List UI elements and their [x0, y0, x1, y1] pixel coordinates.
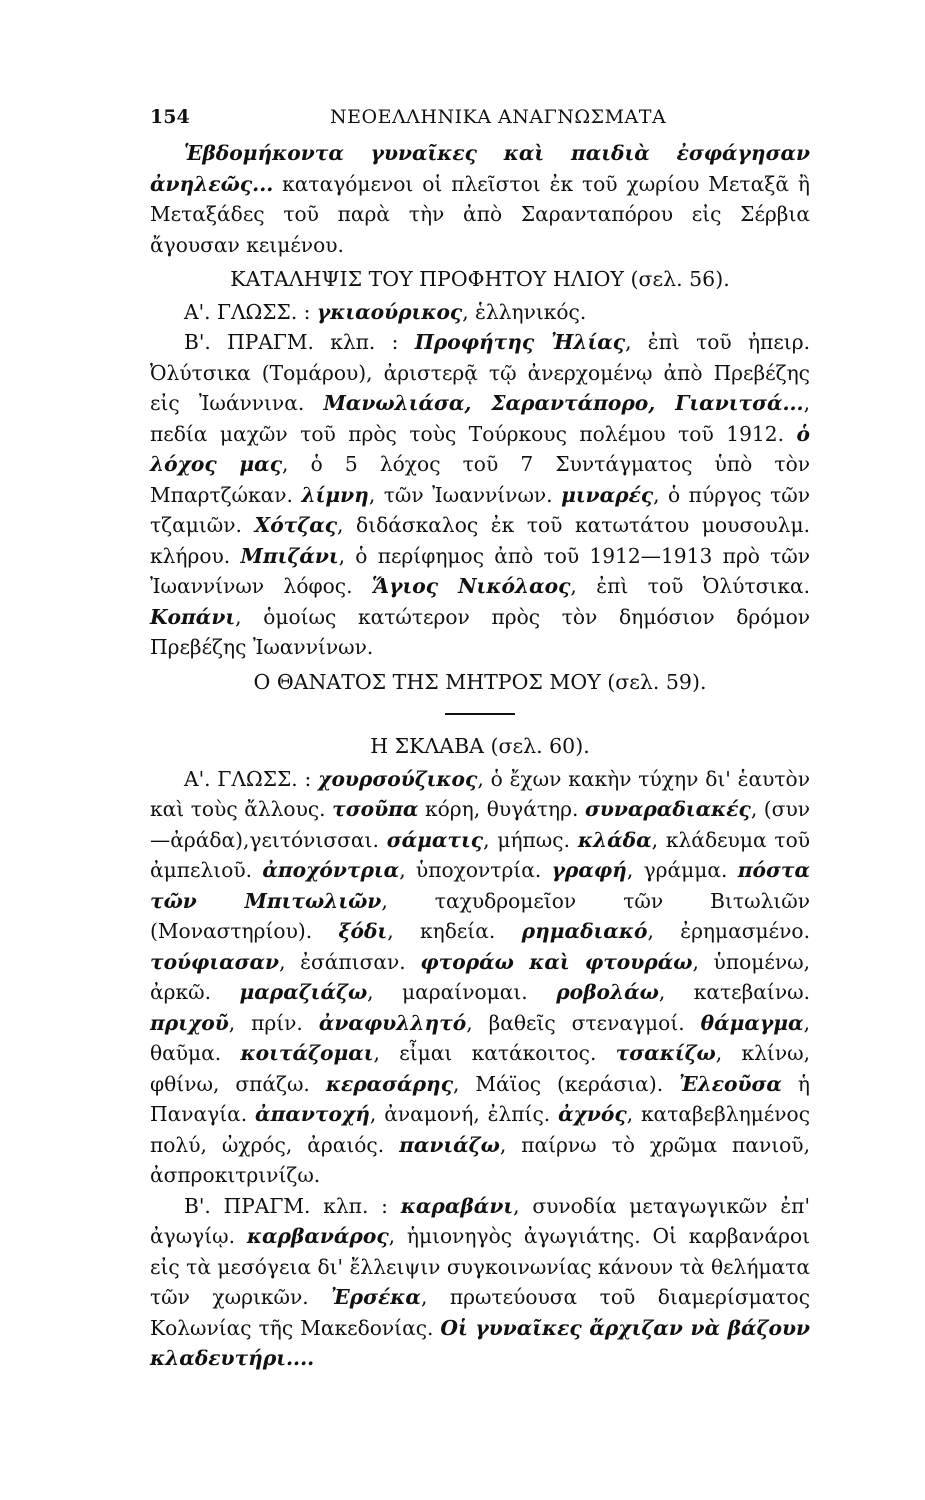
page-header: [150, 98, 810, 138]
glossary-term: φτοράω καὶ φτουράω: [420, 949, 693, 974]
glossary-term: τσοῦπα: [332, 797, 419, 821]
fact-quote: Οἱ γυναῖκες ἄρχιζαν νὰ βάζουν κλαδευτήρι....: [150, 1315, 810, 1370]
glossary-definition: , Μάϊος (κεράσια).: [453, 1071, 680, 1096]
fact-term: καραβάνι: [400, 1193, 514, 1218]
glossary-definition: , κλάδευμα τοῦ ἀμπελιοῦ.: [150, 827, 811, 882]
glossary-definition: , παίρνω τὸ χρῶμα πανιοῦ, ἀσπροκιτρινίζω.: [150, 1132, 810, 1187]
fact-definition: , ἐπὶ τοῦ Ὀλύτσικα.: [570, 574, 810, 598]
fact-term: μιναρές: [561, 482, 654, 507]
fact-term: ὁ λόχος μας: [150, 421, 810, 476]
section-divider: [445, 713, 515, 715]
glossary-definition: , ταχυδρομεῖον τῶν Βιτωλιῶν (Μοναστηρίου).: [150, 888, 811, 943]
fact-definition: , ἐπὶ τοῦ ἠπειρ. Ὀλύτσικα (Τομάρου), ἀριστερᾷ τῷ ἀνερχομένῳ ἀπὸ Πρεβέζης εἰς Ἰωάννινα.: [150, 330, 810, 415]
glossary-definition: , βαθεῖς στεναγμοί.: [466, 1010, 701, 1035]
fact-definition: , ὁμοίως κατώτερον πρὸς τὸν δημόσιον δρόμον Πρεβέζης Ἰωαννίνων.: [150, 604, 810, 659]
fact-term: Μανωλιάσα, Σαραντάπορο, Γιανιτσά...: [323, 391, 804, 415]
glossary-definition: , μαραίνομαι.: [367, 980, 557, 1004]
running-title: ΝΕΟΕΛΛΗΝΙΚΑ ΑΝΑΓΝΩΣΜΑΤΑ: [330, 106, 667, 128]
glossary-definition: , ἐρημασμένο.: [647, 919, 810, 943]
fact-definition: , ὁ πύργος τῶν τζαμιῶν.: [150, 482, 810, 537]
glossary-definition: , καταβεβλημένος πολύ, ὠχρός, ἀραιός.: [150, 1102, 810, 1157]
facts-paragraph-2: [150, 1191, 810, 1374]
glossary-paragraph-2: [150, 764, 810, 1191]
glossary-term: κλάδα: [577, 827, 652, 852]
glossary-definition: , ὑπομένω, ἀρκῶ.: [150, 949, 810, 1004]
glossary-term: πριχοῦ: [150, 1010, 229, 1035]
glossary-definition: , ἀναμονή, ἐλπίς.: [369, 1102, 559, 1126]
fact-term: Ἐρσέκα: [331, 1285, 421, 1309]
glossary-label: Α'. ΓΛΩΣΣ. :: [184, 299, 317, 324]
fact-term: Χότζας: [254, 513, 338, 537]
glossary-definition: , μήπως.: [483, 827, 578, 852]
glossary-term: σάματις: [386, 827, 484, 852]
glossary-definition: , ὑποχοντρία.: [399, 858, 552, 882]
glossary-term: ξόδι: [338, 919, 388, 943]
glossary-definition: , εἶμαι κατάκοιτος.: [373, 1041, 616, 1065]
fact-definition: , συνοδία μεταγωγικῶν ἐπ' ἀγωγίῳ.: [150, 1193, 810, 1248]
glossary-definition: , γράμμα.: [626, 858, 738, 882]
glossary-definition: , πρίν.: [228, 1010, 319, 1035]
glossary-definition: κόρη, θυγάτηρ.: [418, 797, 585, 821]
glossary-term: Ἐλεοῦσα: [679, 1071, 782, 1096]
glossary-term: θάμαγμα: [700, 1010, 804, 1035]
glossary-term: γκιαούρικος: [316, 299, 463, 324]
section-title-prophet-elias: ΚΑΤΑΛΗΨΙΣ ΤΟΥ ΠΡΟΦΗΤΟΥ ΗΛΙΟΥ (σελ. 56).: [230, 267, 730, 291]
fact-term: Κοπάνι: [150, 604, 236, 629]
fact-term: Ἅγιος Νικόλαος: [372, 574, 571, 598]
fact-definition: , πεδία μαχῶν τοῦ πρὸς τοὺς Τούρκους πολέμου τοῦ 1912.: [150, 391, 810, 446]
glossary-definition: , ἐσάπισαν.: [279, 949, 421, 974]
fact-term: λίμνη: [301, 482, 369, 507]
glossary-label: Α'. ΓΛΩΣΣ. :: [184, 766, 319, 791]
glossary-definition: , κλίνω, φθίνω, σπάζω.: [150, 1041, 810, 1096]
fact-definition: , ὁ 5 λόχος τοῦ 7 Συντάγματος ὑπὸ τὸν Μπαρτζώκαν.: [150, 452, 810, 507]
fact-term: Προφήτης Ἠλίας: [414, 330, 626, 354]
glossary-term: τούφιασαν: [150, 949, 280, 974]
fact-definition: , πρωτεύουσα τοῦ διαμερίσματος Κολωνίας τῆς Μακεδονίας.: [150, 1285, 811, 1340]
page-number: 154: [150, 106, 190, 128]
glossary-definition: , κατεβαίνω.: [658, 980, 810, 1004]
fact-definition: , ὁ περίφημος ἀπὸ τοῦ 1912—1913 πρὸ τῶν Ἰωαννίνων λόφος.: [150, 543, 810, 598]
glossary-term: χουρσούζικος: [318, 766, 478, 791]
glossary-term: ἀποχόντρια: [262, 858, 400, 882]
glossary-definition: , θαῦμα.: [150, 1010, 810, 1065]
section-title-mother-death: Ο ΘΑΝΑΤΟΣ ΤΗΣ ΜΗΤΡΟΣ ΜΟΥ (σελ. 59).: [253, 669, 707, 694]
glossary-term: μαραζιάζω: [239, 980, 368, 1004]
glossary-term: ρημαδιακό: [521, 919, 648, 943]
glossary-paragraph-1: [150, 297, 810, 328]
facts-paragraph-1: [150, 327, 810, 663]
glossary-definition: , ἑλληνικός.: [462, 299, 587, 324]
glossary-term: γραφή: [551, 858, 627, 882]
facts-label: Β'. ΠΡΑΓΜ. κλπ. :: [184, 1193, 401, 1218]
glossary-term: τσακίζω: [615, 1041, 716, 1065]
intro-paragraph: [150, 138, 810, 260]
glossary-term: ἀναφυλλητό: [318, 1010, 467, 1035]
glossary-term: κερασάρης: [325, 1071, 453, 1096]
glossary-definition: , ὁ ἔχων κακὴν τύχην δι' ἑαυτὸν καὶ τοὺς ἄλλους.: [150, 766, 810, 821]
intro-text: καταγόμενοι οἱ πλεῖστοι ἐκ τοῦ χωρίου Μεταξᾶ ἢ Μεταξάδες τοῦ παρὰ τὴν ἀπὸ Σαρανταπόρου εἰς Σέρβια ἄγουσαν κειμένου.: [150, 171, 810, 257]
glossary-definition: ἡ Παναγία.: [150, 1071, 811, 1126]
fact-definition: , διδάσκαλος ἐκ τοῦ κατωτάτου μουσουλμ. κλήρου.: [150, 513, 810, 568]
glossary-term: πανιάζω: [399, 1132, 500, 1157]
fact-definition: , τῶν Ἰωαννίνων.: [368, 482, 562, 507]
glossary-term: συναραδιακές: [584, 797, 751, 821]
glossary-term: κοιτάζομαι: [240, 1041, 374, 1065]
book-page: [150, 98, 810, 1374]
intro-quote: Ἑβδομήκοντα γυναῖκες καὶ παιδιὰ ἐσφάγησαν ἀνηλεῶς...: [150, 141, 810, 196]
glossary-term: ἀχνός: [558, 1102, 627, 1126]
fact-term: καρβανάρος: [246, 1224, 389, 1248]
glossary-definition: , κηδεία.: [387, 919, 522, 943]
section-title-sklava: Η ΣΚΛΑΒΑ (σελ. 60).: [370, 734, 590, 758]
fact-term: Μπιζάνι: [240, 543, 339, 568]
glossary-term: ἀπαντοχή: [255, 1102, 370, 1126]
glossary-term: ροβολάω: [556, 980, 659, 1004]
glossary-definition: , (συν—ἀράδα),γειτόνισσαι.: [150, 797, 810, 852]
glossary-term: πόστα τῶν Μπιτωλιῶν: [150, 858, 810, 913]
facts-label: Β'. ΠΡΑΓΜ. κλπ. :: [184, 330, 415, 354]
fact-definition: , ἡμιονηγὸς ἀγωγιάτης. Οἱ καρβανάροι εἰς τὰ μεσόγεια δι' ἔλλειψιν συγκοινωνίας κάνουν τὰ θελήματα τῶν χωρικῶν.: [150, 1224, 811, 1309]
